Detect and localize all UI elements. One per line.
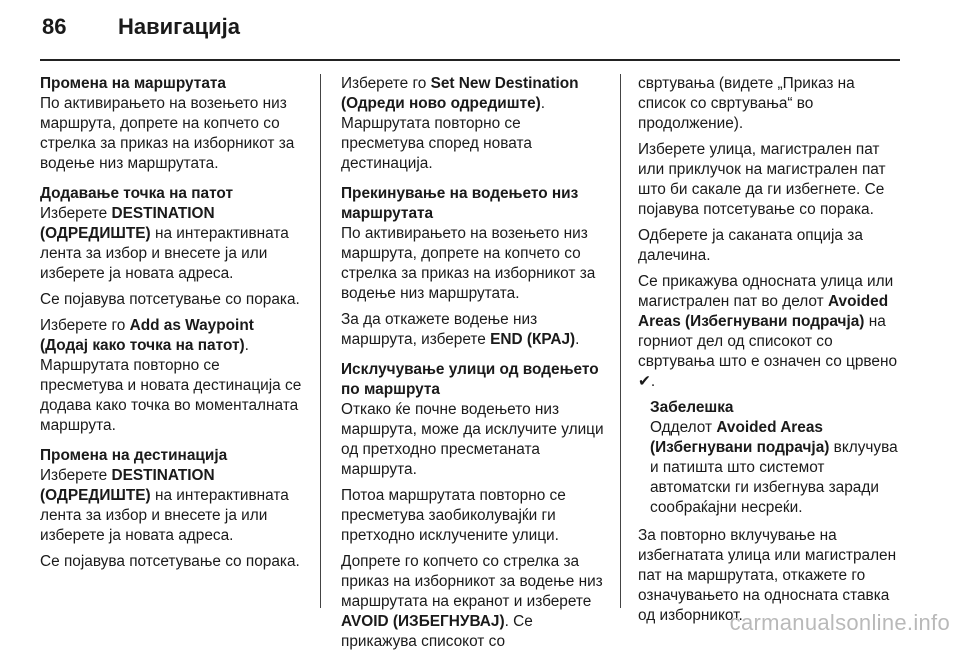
paragraph: Изберете го Set New Destination (Одреди ново одредиште). Маршрутата повторно се пресметува според новата дестинација. <box>341 75 579 172</box>
ui-term: DESTINATION (ОДРЕДИШТЕ) <box>40 205 215 242</box>
note-text: Одделот Avoided Areas (Избегнувани подрачја) вклучува и патишта што системот автоматски ги избегнува заради сообраќајни несреќи. <box>650 419 898 516</box>
paragraph: Откако ќе почне водењето низ маршрута, може да исклучите улици од претходно пресметаната маршрута. <box>341 401 604 478</box>
note-heading: Забелешка <box>650 399 734 416</box>
ui-term: Add as Waypoint (Додај како точка на патот) <box>40 317 254 354</box>
section-heading: Промена на маршрутата <box>40 75 226 92</box>
section-exclude-streets <box>341 360 605 652</box>
paragraph: Изберете DESTINATION (ОДРЕДИШТЕ) на интерактивната лента за избор и внесете ја или изберете ја новата адреса. <box>40 205 289 282</box>
ui-term: Set New Destination (Одреди ново одредиште) <box>341 75 579 112</box>
ui-term: AVOID (ИЗБЕГНУВАЈ) <box>341 613 505 630</box>
paragraph: Изберете DESTINATION (ОДРЕДИШТЕ) на интерактивната лента за избор и внесете ја или изберете ја новата адреса. <box>40 467 289 544</box>
paragraph: Изберете улица, магистрален пат или приклучок на магистрален пат што би сакале да ги избегнете. Се појавува потсетување со порака. <box>638 141 886 218</box>
paragraph: Изберете го Add as Waypoint (Додај како точка на патот). Маршрутата повторно се пресметува и новата дестинација се додава како точка во моменталната маршрута. <box>40 317 302 434</box>
column-divider-1 <box>320 74 321 608</box>
paragraph: Потоа маршрутата повторно се пресметува заобиколувајќи ги претходно исклучените улици. <box>341 487 566 544</box>
section-change-route <box>40 74 306 174</box>
ui-term: END (КРАЈ) <box>490 331 576 348</box>
paragraph: По активирањето на возењето низ маршрута, допрете на копчето со стрелка за приказ на изборникот за водење низ маршрутата. <box>40 95 295 172</box>
section-heading: Прекинување на водењето низ маршрутата <box>341 185 579 222</box>
section-heading: Додавање точка на патот <box>40 185 233 202</box>
paragraph: Допрете го копчето со стрелка за приказ на изборникот за водење низ маршрутата на екранот и изберете AVOID (ИЗБЕГНУВАЈ). Се прикажува списокот со <box>341 553 603 650</box>
ui-term: Avoided Areas (Избегнувани подрачја) <box>638 293 889 330</box>
header-rule <box>40 59 900 61</box>
column-divider-2 <box>620 74 621 608</box>
section-new-destination <box>341 74 605 174</box>
note-box <box>638 398 906 518</box>
section-heading: Исклучување улици од водењето по маршрута <box>341 361 599 398</box>
checkmark-icon: ✔ <box>638 373 651 390</box>
section-heading: Промена на дестинација <box>40 447 228 464</box>
paragraph: Се појавува потсетување со порака. <box>40 553 300 570</box>
section-change-destination <box>40 446 306 572</box>
paragraph: По активирањето на возењето низ маршрута, допрете на копчето со стрелка за приказ на изборникот за водење низ маршрутата. <box>341 225 596 302</box>
column-2 <box>341 74 605 662</box>
section-add-waypoint <box>40 184 306 436</box>
column-1 <box>40 74 306 582</box>
page-title: Навигација <box>118 14 240 39</box>
paragraph: За повторно вклучување на избегнатата улица или магистрален пат на маршрутата, откажете го означувањето на односната ставка од изборникот. <box>638 527 897 624</box>
watermark: carmanualsonline.info <box>729 610 950 635</box>
paragraph: свртувања (видете „Приказ на список со свртувања“ во продолжение). <box>638 75 855 132</box>
page-number: 86 <box>42 14 67 39</box>
paragraph: Одберете ја саканата опција за далечина. <box>638 227 863 264</box>
page-header <box>42 14 240 58</box>
column-3 <box>638 74 906 632</box>
ui-term: Avoided Areas (Избегнувани подрачја) <box>650 419 830 456</box>
paragraph: Се прикажува односната улица или магистрален пат во делот Avoided Areas (Избегнувани подрачја) на горниот дел од списокот со свртувања што е означен со црвено ✔. <box>638 273 898 390</box>
section-stop-guidance <box>341 184 605 350</box>
paragraph: Се појавува потсетување со порака. <box>40 291 300 308</box>
ui-term: DESTINATION (ОДРЕДИШТЕ) <box>40 467 215 504</box>
paragraph: За да откажете водење низ маршрута, изберете END (КРАЈ). <box>341 311 580 348</box>
